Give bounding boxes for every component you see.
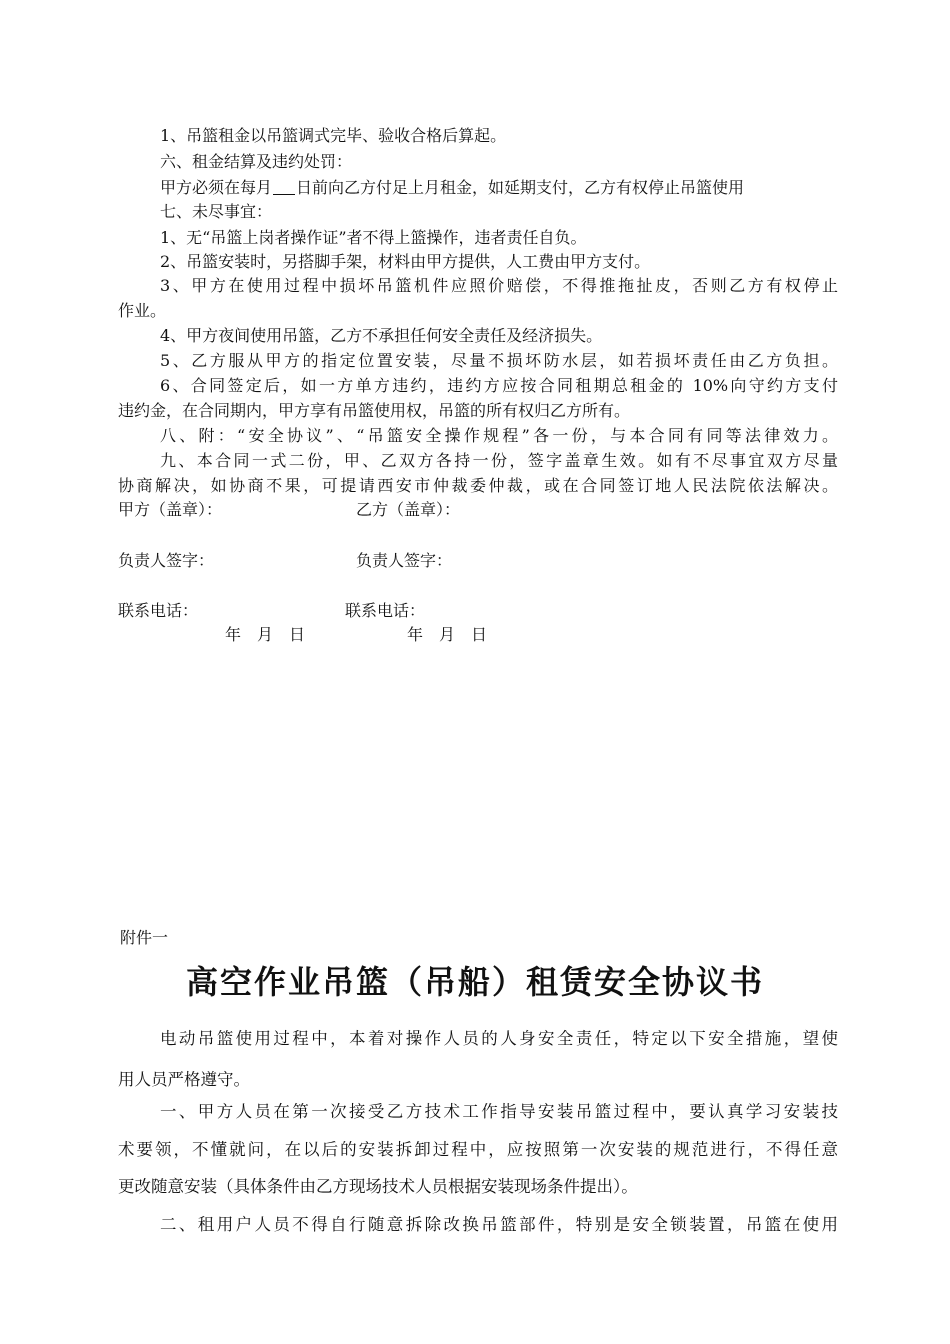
party-b-date: 年 月 日 xyxy=(407,625,488,644)
party-a-date: 年 月 日 xyxy=(225,625,306,644)
section-six-heading: 六、租金结算及违约处罚： xyxy=(160,152,353,171)
clause-7-6-line1: 6、合同签定后，如一方单方违约，违约方应按合同租期总租金的 10%向守约方支付 xyxy=(160,376,838,395)
party-a-sign-label: 负责人签字： xyxy=(118,551,215,570)
attachment-item1-line3: 更改随意安装（具体条件由乙方现场技术人员根据安装现场条件提出）。 xyxy=(118,1177,638,1196)
party-a-phone-label: 联系电话： xyxy=(118,601,199,620)
attachment-intro-line2: 用人员严格遵守。 xyxy=(118,1070,250,1089)
clause-payment-part1: 甲方必须在每月 xyxy=(160,178,273,197)
attachment-label: 附件一 xyxy=(120,928,169,947)
section-nine-line1: 九、本合同一式二份，甲、乙双方各持一份，签字盖章生效。如有不尽事宜双方尽量 xyxy=(160,451,838,470)
party-a-seal-label: 甲方（盖章）： xyxy=(118,500,223,519)
attachment-item1-line1: 一、甲方人员在第一次接受乙方技术工作指导安装吊篮过程中，要认真学习安装技 xyxy=(160,1102,838,1121)
section-seven-heading: 七、未尽事宜： xyxy=(160,202,273,221)
section-eight: 八、附：“安全协议”、“吊篮安全操作规程”各一份，与本合同有同等法律效力。 xyxy=(160,426,838,445)
attachment-item2-line1: 二、租用户人员不得自行随意拆除改换吊篮部件，特别是安全锁装置，吊篮在使用 xyxy=(160,1215,838,1234)
clause-payment xyxy=(160,178,838,198)
clause-7-5: 5、乙方服从甲方的指定位置安装，尽量不损坏防水层，如若损坏责任由乙方负担。 xyxy=(160,351,838,370)
attachment-title: 高空作业吊篮（吊船）租赁安全协议书 xyxy=(185,963,764,1001)
clause-7-2: 2、吊篮安装时，另搭脚手架，材料由甲方提供，人工费由甲方支付。 xyxy=(160,252,651,271)
clause-7-6-line2: 违约金，在合同期内，甲方享有吊篮使用权，吊篮的所有权归乙方所有。 xyxy=(118,401,631,420)
clause-payment-part2: 日前向乙方付足上月租金，如延期支付，乙方有权停止吊篮使用 xyxy=(296,178,745,197)
section-nine-line2: 协商解决，如协商不果，可提请西安市仲裁委仲裁，或在合同签订地人民法院依法解决。 xyxy=(118,476,838,495)
blank-day-field xyxy=(273,180,295,195)
clause-7-4: 4、甲方夜间使用吊篮，乙方不承担任何安全责任及经济损失。 xyxy=(160,326,603,345)
attachment-intro-line1: 电动吊篮使用过程中，本着对操作人员的人身安全责任，特定以下安全措施，望使 xyxy=(160,1029,838,1048)
party-b-sign-label: 负责人签字： xyxy=(356,551,453,570)
clause-7-3-line1: 3、甲方在使用过程中损坏吊篮机件应照价赔偿，不得推拖扯皮，否则乙方有权停止 xyxy=(160,276,838,295)
party-b-seal-label: 乙方（盖章）： xyxy=(356,500,461,519)
attachment-item1-line2: 术要领，不懂就问，在以后的安装拆卸过程中，应按照第一次安装的规范进行，不得任意 xyxy=(118,1140,838,1159)
clause-7-3-line2: 作业。 xyxy=(118,301,167,320)
party-b-phone-label: 联系电话： xyxy=(345,601,426,620)
clause-7-1: 1、无“吊篮上岗者操作证”者不得上篮操作，违者责任自负。 xyxy=(160,228,587,247)
clause-rent-start: 1、吊篮租金以吊篮调式完毕、验收合格后算起。 xyxy=(160,126,507,145)
